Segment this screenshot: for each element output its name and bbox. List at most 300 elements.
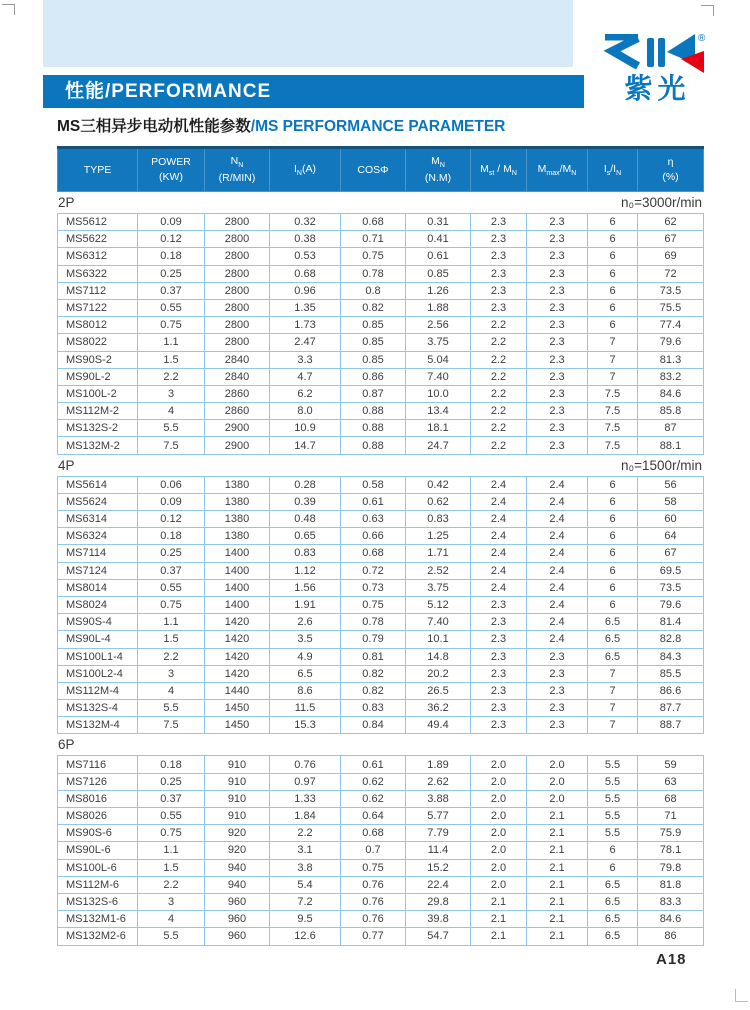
value-cell: 4.9 <box>270 648 341 665</box>
value-cell: 79.6 <box>638 596 704 613</box>
value-cell: 2.0 <box>527 756 588 773</box>
value-cell: 2800 <box>205 299 270 316</box>
value-cell: 0.7 <box>341 842 406 859</box>
type-cell: MS8016 <box>58 790 138 807</box>
table-row <box>58 437 704 454</box>
value-cell: 6.5 <box>588 648 638 665</box>
brand-logo <box>597 31 713 105</box>
value-cell: 0.68 <box>270 265 341 282</box>
value-cell: 2.2 <box>471 351 527 368</box>
value-cell: 2.3 <box>527 248 588 265</box>
value-cell: 0.55 <box>138 299 205 316</box>
value-cell: 63 <box>638 773 704 790</box>
value-cell: 2.4 <box>471 562 527 579</box>
value-cell: 84.3 <box>638 648 704 665</box>
value-cell: 5.77 <box>406 808 471 825</box>
value-cell: 2.3 <box>527 351 588 368</box>
section-label: 2P <box>58 195 75 210</box>
value-cell: 82.8 <box>638 631 704 648</box>
value-cell: 0.78 <box>341 614 406 631</box>
value-cell: 15.2 <box>406 859 471 876</box>
table-row <box>58 790 704 807</box>
value-cell: 81.3 <box>638 351 704 368</box>
value-cell: 920 <box>205 842 270 859</box>
value-cell: 68 <box>638 790 704 807</box>
value-cell: 1.26 <box>406 282 471 299</box>
table-row <box>58 756 704 773</box>
value-cell: 7 <box>588 334 638 351</box>
value-cell: 0.55 <box>138 808 205 825</box>
value-cell: 2.2 <box>138 876 205 893</box>
value-cell: 0.71 <box>341 231 406 248</box>
value-cell: 0.37 <box>138 790 205 807</box>
value-cell: 2.0 <box>527 773 588 790</box>
value-cell: 2.4 <box>527 476 588 493</box>
value-cell: 2.3 <box>527 214 588 231</box>
value-cell: 2840 <box>205 351 270 368</box>
value-cell: 0.85 <box>341 317 406 334</box>
table-row <box>58 596 704 613</box>
value-cell: 1.1 <box>138 842 205 859</box>
value-cell: 2800 <box>205 334 270 351</box>
value-cell: 0.32 <box>270 214 341 231</box>
type-cell: MS6312 <box>58 248 138 265</box>
value-cell: 0.62 <box>406 493 471 510</box>
value-cell: 920 <box>205 825 270 842</box>
value-cell: 8.6 <box>270 682 341 699</box>
value-cell: 83.3 <box>638 893 704 910</box>
value-cell: 2.47 <box>270 334 341 351</box>
type-cell: MS90S-6 <box>58 825 138 842</box>
value-cell: 0.82 <box>341 299 406 316</box>
value-cell: 3.3 <box>270 351 341 368</box>
value-cell: 7.5 <box>588 437 638 454</box>
value-cell: 1380 <box>205 528 270 545</box>
value-cell: 2.4 <box>471 528 527 545</box>
type-cell: MS132S-4 <box>58 700 138 717</box>
value-cell: 10.1 <box>406 631 471 648</box>
value-cell: 0.12 <box>138 231 205 248</box>
value-cell: 2.4 <box>527 579 588 596</box>
value-cell: 6.5 <box>588 876 638 893</box>
value-cell: 0.75 <box>138 317 205 334</box>
value-cell: 78.1 <box>638 842 704 859</box>
value-cell: 6.5 <box>588 614 638 631</box>
value-cell: 2.3 <box>527 420 588 437</box>
value-cell: 1420 <box>205 614 270 631</box>
column-header: COSΦ <box>341 148 406 192</box>
value-cell: 2.3 <box>527 317 588 334</box>
value-cell: 6 <box>588 493 638 510</box>
value-cell: 1380 <box>205 476 270 493</box>
value-cell: 1.88 <box>406 299 471 316</box>
header-decoration <box>43 0 573 67</box>
value-cell: 0.81 <box>341 648 406 665</box>
value-cell: 4 <box>138 403 205 420</box>
type-cell: MS112M-6 <box>58 876 138 893</box>
value-cell: 0.09 <box>138 493 205 510</box>
value-cell: 2.3 <box>527 282 588 299</box>
value-cell: 2900 <box>205 420 270 437</box>
value-cell: 2.4 <box>527 493 588 510</box>
table-row <box>58 842 704 859</box>
value-cell: 2.1 <box>527 876 588 893</box>
value-cell: 5.5 <box>138 928 205 945</box>
value-cell: 0.48 <box>270 511 341 528</box>
column-header: $I_N(A)$ <box>270 148 341 192</box>
table-row <box>58 334 704 351</box>
section-label: 4P <box>58 457 75 473</box>
value-cell: 11.5 <box>270 700 341 717</box>
type-cell: MS100L-2 <box>58 385 138 402</box>
table-row <box>58 493 704 510</box>
value-cell: 6.2 <box>270 385 341 402</box>
type-cell: MS132M-4 <box>58 717 138 734</box>
value-cell: 0.18 <box>138 248 205 265</box>
value-cell: 7 <box>588 351 638 368</box>
value-cell: 79.8 <box>638 859 704 876</box>
type-cell: MS7122 <box>58 299 138 316</box>
value-cell: 2.2 <box>471 385 527 402</box>
section-speed: n₀=3000r/min <box>620 195 702 210</box>
type-cell: MS8026 <box>58 808 138 825</box>
value-cell: 0.97 <box>270 773 341 790</box>
crop-mark-icon <box>701 5 714 16</box>
section-table <box>57 755 704 945</box>
value-cell: 2800 <box>205 214 270 231</box>
type-cell: MS7126 <box>58 773 138 790</box>
value-cell: 75.5 <box>638 299 704 316</box>
value-cell: 0.42 <box>406 476 471 493</box>
type-cell: MS90L-4 <box>58 631 138 648</box>
type-cell: MS7116 <box>58 756 138 773</box>
value-cell: 59 <box>638 756 704 773</box>
performance-table <box>57 146 703 946</box>
value-cell: 6 <box>588 476 638 493</box>
table-header-row <box>58 148 704 192</box>
value-cell: 1.71 <box>406 545 471 562</box>
table-row <box>58 614 704 631</box>
value-cell: 3.75 <box>406 334 471 351</box>
banner-label: 性能/PERFORMANCE <box>65 81 272 102</box>
value-cell: 0.37 <box>138 282 205 299</box>
type-cell: MS100L1-4 <box>58 648 138 665</box>
value-cell: 1400 <box>205 562 270 579</box>
value-cell: 0.85 <box>341 334 406 351</box>
type-cell: MS7112 <box>58 282 138 299</box>
table-row <box>58 579 704 596</box>
value-cell: 2.2 <box>471 317 527 334</box>
value-cell: 2.3 <box>471 231 527 248</box>
value-cell: 13.4 <box>406 403 471 420</box>
type-cell: MS112M-4 <box>58 682 138 699</box>
type-cell: MS5612 <box>58 214 138 231</box>
value-cell: 0.25 <box>138 545 205 562</box>
value-cell: 2.0 <box>471 808 527 825</box>
value-cell: 0.39 <box>270 493 341 510</box>
value-cell: 0.68 <box>341 825 406 842</box>
table-row <box>58 368 704 385</box>
column-header: $M_{st} / M_N$ <box>471 148 527 192</box>
value-cell: 7.5 <box>138 437 205 454</box>
value-cell: 9.5 <box>270 911 341 928</box>
value-cell: 4.7 <box>270 368 341 385</box>
value-cell: 6 <box>588 842 638 859</box>
table-row <box>58 859 704 876</box>
value-cell: 0.78 <box>341 265 406 282</box>
column-header: $I_s/I_N$ <box>588 148 638 192</box>
registered-mark: ® <box>698 33 706 44</box>
value-cell: 0.31 <box>406 214 471 231</box>
value-cell: 910 <box>205 756 270 773</box>
value-cell: 11.4 <box>406 842 471 859</box>
table-row <box>58 282 704 299</box>
value-cell: 0.18 <box>138 756 205 773</box>
value-cell: 1400 <box>205 545 270 562</box>
type-cell: MS7124 <box>58 562 138 579</box>
value-cell: 5.5 <box>588 808 638 825</box>
value-cell: 0.61 <box>341 493 406 510</box>
table-row <box>58 299 704 316</box>
value-cell: 2.3 <box>527 717 588 734</box>
value-cell: 1.1 <box>138 614 205 631</box>
type-cell: MS90L-6 <box>58 842 138 859</box>
value-cell: 56 <box>638 476 704 493</box>
value-cell: 86.6 <box>638 682 704 699</box>
value-cell: 2.0 <box>471 842 527 859</box>
table-row <box>58 700 704 717</box>
value-cell: 81.8 <box>638 876 704 893</box>
value-cell: 77.4 <box>638 317 704 334</box>
value-cell: 14.7 <box>270 437 341 454</box>
value-cell: 1420 <box>205 631 270 648</box>
value-cell: 6 <box>588 528 638 545</box>
table-row <box>58 665 704 682</box>
value-cell: 7 <box>588 700 638 717</box>
value-cell: 6 <box>588 265 638 282</box>
type-cell: MS8024 <box>58 596 138 613</box>
table-row <box>58 214 704 231</box>
value-cell: 1.89 <box>406 756 471 773</box>
type-cell: MS132M2-6 <box>58 928 138 945</box>
type-cell: MS6322 <box>58 265 138 282</box>
value-cell: 2.0 <box>471 756 527 773</box>
value-cell: 67 <box>638 231 704 248</box>
value-cell: 2.0 <box>471 876 527 893</box>
value-cell: 5.5 <box>588 773 638 790</box>
value-cell: 2.2 <box>138 368 205 385</box>
table-row <box>58 928 704 945</box>
value-cell: 69 <box>638 248 704 265</box>
value-cell: 2860 <box>205 403 270 420</box>
value-cell: 85.5 <box>638 665 704 682</box>
table-row <box>58 545 704 562</box>
column-header: $M_N$ (N.M) <box>406 148 471 192</box>
value-cell: 3.1 <box>270 842 341 859</box>
value-cell: 29.8 <box>406 893 471 910</box>
value-cell: 2.3 <box>471 631 527 648</box>
value-cell: 0.77 <box>341 928 406 945</box>
value-cell: 84.6 <box>638 911 704 928</box>
value-cell: 2.4 <box>527 631 588 648</box>
value-cell: 2.1 <box>471 928 527 945</box>
type-cell: MS132M-2 <box>58 437 138 454</box>
value-cell: 2.3 <box>527 385 588 402</box>
value-cell: 910 <box>205 790 270 807</box>
value-cell: 0.8 <box>341 282 406 299</box>
value-cell: 0.96 <box>270 282 341 299</box>
table-header <box>57 146 704 192</box>
value-cell: 4 <box>138 682 205 699</box>
value-cell: 1.5 <box>138 859 205 876</box>
table-row <box>58 476 704 493</box>
value-cell: 5.5 <box>588 790 638 807</box>
table-row <box>58 385 704 402</box>
value-cell: 2.4 <box>527 511 588 528</box>
value-cell: 0.62 <box>341 773 406 790</box>
value-cell: 940 <box>205 859 270 876</box>
value-cell: 0.76 <box>341 893 406 910</box>
value-cell: 3.5 <box>270 631 341 648</box>
value-cell: 5.12 <box>406 596 471 613</box>
type-cell: MS112M-2 <box>58 403 138 420</box>
value-cell: 0.75 <box>341 596 406 613</box>
type-cell: MS8012 <box>58 317 138 334</box>
value-cell: 960 <box>205 911 270 928</box>
value-cell: 2.3 <box>527 334 588 351</box>
value-cell: 2.2 <box>471 437 527 454</box>
value-cell: 0.64 <box>341 808 406 825</box>
value-cell: 0.38 <box>270 231 341 248</box>
value-cell: 6 <box>588 214 638 231</box>
value-cell: 72 <box>638 265 704 282</box>
value-cell: 0.83 <box>270 545 341 562</box>
value-cell: 83.2 <box>638 368 704 385</box>
value-cell: 2.1 <box>527 808 588 825</box>
value-cell: 7 <box>588 368 638 385</box>
section-table <box>57 476 704 735</box>
value-cell: 3.75 <box>406 579 471 596</box>
value-cell: 1.5 <box>138 351 205 368</box>
value-cell: 1400 <box>205 579 270 596</box>
value-cell: 2.3 <box>471 299 527 316</box>
value-cell: 0.83 <box>341 700 406 717</box>
type-cell: MS132S-2 <box>58 420 138 437</box>
value-cell: 1.12 <box>270 562 341 579</box>
table-row <box>58 773 704 790</box>
value-cell: 2.4 <box>471 579 527 596</box>
value-cell: 2.4 <box>471 476 527 493</box>
value-cell: 2.1 <box>527 859 588 876</box>
value-cell: 0.61 <box>406 248 471 265</box>
value-cell: 2.2 <box>270 825 341 842</box>
title-en: /MS PERFORMANCE PARAMETER <box>250 118 506 135</box>
value-cell: 0.88 <box>341 403 406 420</box>
value-cell: 2.3 <box>527 700 588 717</box>
value-cell: 0.12 <box>138 511 205 528</box>
value-cell: 2.3 <box>471 700 527 717</box>
table-row <box>58 682 704 699</box>
section-header <box>57 192 703 213</box>
value-cell: 20.2 <box>406 665 471 682</box>
table-row <box>58 893 704 910</box>
value-cell: 2.4 <box>527 614 588 631</box>
value-cell: 2800 <box>205 317 270 334</box>
value-cell: 0.65 <box>270 528 341 545</box>
value-cell: 2.3 <box>527 437 588 454</box>
value-cell: 7 <box>588 682 638 699</box>
value-cell: 79.6 <box>638 334 704 351</box>
value-cell: 2.4 <box>471 493 527 510</box>
value-cell: 85.8 <box>638 403 704 420</box>
value-cell: 2800 <box>205 231 270 248</box>
value-cell: 0.63 <box>341 511 406 528</box>
value-cell: 0.75 <box>341 248 406 265</box>
value-cell: 7.40 <box>406 368 471 385</box>
value-cell: 0.53 <box>270 248 341 265</box>
section-table <box>57 213 704 455</box>
brand-name-zh: 紫光 <box>624 73 691 104</box>
table-row <box>58 248 704 265</box>
type-cell: MS100L2-4 <box>58 665 138 682</box>
value-cell: 7.5 <box>588 403 638 420</box>
value-cell: 0.75 <box>138 596 205 613</box>
section-header <box>57 455 703 476</box>
type-cell: MS90L-2 <box>58 368 138 385</box>
value-cell: 4 <box>138 911 205 928</box>
table-row <box>58 876 704 893</box>
value-cell: 0.84 <box>341 717 406 734</box>
value-cell: 2.3 <box>527 665 588 682</box>
value-cell: 940 <box>205 876 270 893</box>
crop-mark-icon <box>2 4 15 15</box>
page-number: A18 <box>656 951 687 968</box>
value-cell: 2.3 <box>527 648 588 665</box>
value-cell: 0.82 <box>341 665 406 682</box>
column-header: POWER (KW) <box>138 148 205 192</box>
value-cell: 960 <box>205 893 270 910</box>
value-cell: 7.5 <box>138 717 205 734</box>
type-cell: MS5622 <box>58 231 138 248</box>
value-cell: 2.2 <box>471 403 527 420</box>
table-row <box>58 825 704 842</box>
value-cell: 0.85 <box>341 351 406 368</box>
value-cell: 2.6 <box>270 614 341 631</box>
value-cell: 2.4 <box>471 545 527 562</box>
section-label: 6P <box>58 737 75 753</box>
value-cell: 2900 <box>205 437 270 454</box>
value-cell: 6 <box>588 248 638 265</box>
column-header: $M_{max}/M_N$ <box>527 148 588 192</box>
value-cell: 67 <box>638 545 704 562</box>
value-cell: 0.41 <box>406 231 471 248</box>
value-cell: 2.3 <box>527 403 588 420</box>
value-cell: 0.55 <box>138 579 205 596</box>
value-cell: 6.5 <box>270 665 341 682</box>
value-cell: 14.8 <box>406 648 471 665</box>
value-cell: 1440 <box>205 682 270 699</box>
value-cell: 0.25 <box>138 773 205 790</box>
value-cell: 81.4 <box>638 614 704 631</box>
column-header: $N_N$ (R/MIN) <box>205 148 270 192</box>
value-cell: 7 <box>588 665 638 682</box>
value-cell: 2.4 <box>527 596 588 613</box>
value-cell: 7.79 <box>406 825 471 842</box>
value-cell: 6.5 <box>588 893 638 910</box>
value-cell: 88.7 <box>638 717 704 734</box>
value-cell: 62 <box>638 214 704 231</box>
value-cell: 910 <box>205 773 270 790</box>
